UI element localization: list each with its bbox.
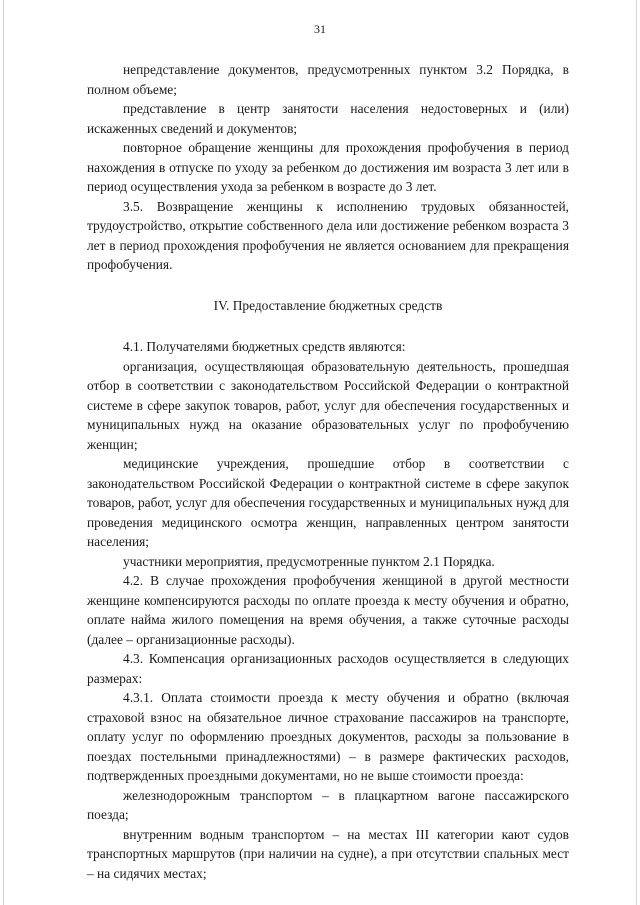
scan-edge-right xyxy=(636,0,637,905)
paragraph: участники мероприятия, предусмотренные пунктом 2.1 Порядка. xyxy=(123,553,495,569)
paragraph: внутренним водным транспортом – на местах III категории кают судов транспортных маршрутов (при наличии на судне), а при отсутствии спальных мест – на сидячих местах; xyxy=(87,826,569,881)
document-body xyxy=(87,60,569,883)
paragraph: 4.3. Компенсация организационных расходов осуществляется в следующих размерах: xyxy=(87,651,569,686)
paragraph: 3.5. Возвращение женщины к исполнению трудовых обязанностей, трудоустройство, открытие собственного дела или достижение ребенком возраста 3 лет в период прохождения профобучения не является основанием для прекращения профобучения. xyxy=(87,198,569,272)
paragraph: медицинские учреждения, прошедшие отбор в соответствии с законодательством Российской Федерации о контрактной системе в сфере закупок товаров, работ, услуг для обеспечения государственных и муниципальных нужд для проведения медицинского осмотра женщин, направленных центром занятости населения; xyxy=(87,456,569,549)
page-number: 31 xyxy=(314,22,326,36)
paragraph: непредставление документов, предусмотренных пунктом 3.2 Порядка, в полном объеме; xyxy=(87,62,569,97)
scan-edge-left xyxy=(3,0,4,905)
paragraph: 4.1. Получателями бюджетных средств являются: xyxy=(123,339,406,354)
paragraph: 4.3.1. Оплата стоимости проезда к месту обучения и обратно (включая страховой взнос на обязательное личное страхование пассажиров на транспорте, оплату услуг по оформлению проездных документов, расходы за пользование в поездах постельными принадлежностями) – в размере фактических расходов, подтвержденных проездными документами, но не выше стоимости проезда: xyxy=(87,690,569,783)
paragraph: организация, осуществляющая образовательную деятельность, прошедшая отбор в соответствии с законодательством Российской Федерации о контрактной системе в сфере закупок товаров, работ, услуг для обеспечения государственных и муниципальных нужд на оказание образовательных услуг по профобучению женщин; xyxy=(87,358,569,452)
paragraph: повторное обращение женщины для прохождения профобучения в период нахождения в отпуске по уходу за ребенком до достижения им возраста 3 лет или в период осуществления ухода за ребенком в возрасте до 3 лет. xyxy=(87,140,569,194)
paragraph: железнодорожным транспортом – в плацкартном вагоне пассажирского поезда; xyxy=(87,787,569,822)
section-heading: IV. Предоставление бюджетных средств xyxy=(213,297,443,313)
paragraph: представление в центр занятости населения недостоверных и (или) искаженных сведений и документов; xyxy=(87,101,569,136)
paragraph: 4.2. В случае прохождения профобучения женщиной в другой местности женщине компенсируются расходы по оплате проезда к месту обучения и обратно, оплате найма жилого помещения на время обучения, а также суточные расходы (далее – организационные расходы). xyxy=(87,573,569,647)
